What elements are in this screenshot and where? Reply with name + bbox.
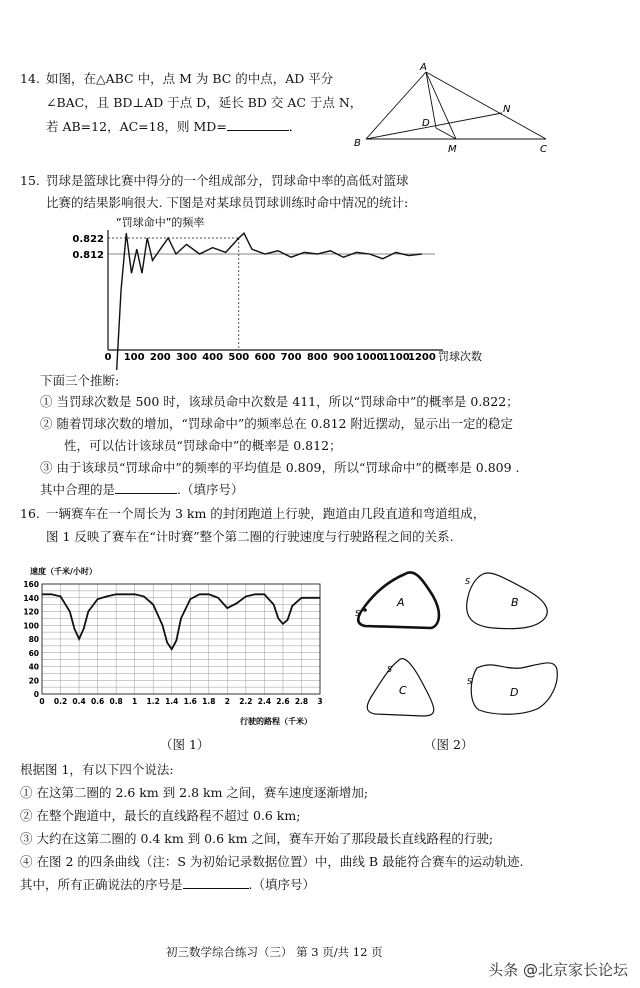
chart1-x-tick: 1200 <box>407 352 436 363</box>
chart2-x-tick: 2.4 <box>257 697 272 706</box>
shape-label-B: B <box>511 596 519 609</box>
chart2-x-tick: 1.2 <box>146 697 160 706</box>
chart1-x-tick: 900 <box>333 352 354 363</box>
chart1-x-tick: 800 <box>306 352 328 363</box>
q16-line1: 一辆赛车在一个周长为 3 km 的封闭跑道上行驶，跑道由几段直道和弯道组成， <box>46 506 486 521</box>
chart2-x-tick: 0.4 <box>72 697 86 706</box>
chart1-x-tick: 0 <box>104 352 112 363</box>
shape-label-D: D <box>510 686 519 699</box>
q14-number: 14. <box>20 71 40 86</box>
q14-line3 <box>46 118 301 135</box>
q15-item2a: ② 随着罚球次数的增加，“罚球命中”的频率总在 0.812 附近摆动，显示出一定的稳定 <box>40 416 513 431</box>
chart1-title: “罚球命中”的频率 <box>116 216 205 229</box>
chart1-x-tick: 200 <box>149 352 171 363</box>
q16-item4: ④ 在图 2 的四条曲线（注：S 为初始记录数据位置）中，曲线 B 最能符合赛车的运动轨迹. <box>20 854 524 869</box>
q16-item2: ② 在整个跑道中，最长的直线路程不超过 0.6 km; <box>20 808 301 823</box>
q15-answer-text: 其中合理的是 <box>40 482 116 497</box>
q15-answer-line <box>40 481 244 498</box>
q15-answer-blank[interactable] <box>115 481 177 494</box>
shape-label-C: C <box>399 684 407 697</box>
q14-answer-blank[interactable] <box>227 118 289 131</box>
watermark: 头条 @北京家长论坛 <box>488 961 628 979</box>
q16-number: 16. <box>20 506 40 521</box>
chart1-x-tick: 600 <box>254 352 276 363</box>
chart2-y-tick: 0 <box>33 690 39 699</box>
chart1-y-tick: 0.822 <box>72 234 104 245</box>
label-D: D <box>422 118 430 129</box>
chart2-x-tick: 1 <box>132 697 138 706</box>
s-label-A: S <box>355 609 361 618</box>
track-shapes-figure <box>345 560 575 730</box>
q14-line3-end: ． <box>288 119 302 134</box>
chart2-x-tick: 0.6 <box>90 697 105 706</box>
chart2-series-line <box>42 594 320 649</box>
q14-line2: ∠BAC，且 BD⊥AD 于点 D，延长 BD 交 AC 于点 N， <box>46 95 363 110</box>
label-M: M <box>448 144 457 155</box>
q15-intro: 下面三个推断: <box>40 373 120 388</box>
chart2-x-tick: 1.8 <box>202 697 216 706</box>
free-throw-frequency-chart <box>60 210 500 370</box>
track-shape-B <box>467 573 548 629</box>
chart2-x-tick: 2.8 <box>294 697 309 706</box>
q16-answer-end: .（填序号） <box>248 877 315 892</box>
q16-intro: 根据图 1，有以下四个说法: <box>20 762 174 777</box>
q15-answer-end: .（填序号） <box>177 482 244 497</box>
chart1-x-tick: 500 <box>228 352 250 363</box>
chart1-x-tick: 400 <box>202 352 224 363</box>
chart1-x-tick: 300 <box>176 352 197 363</box>
chart2-y-tick: 40 <box>28 662 39 672</box>
chart1-x-tick: 1000 <box>355 352 384 363</box>
label-N: N <box>503 104 511 115</box>
chart2-x-tick: 2 <box>224 697 230 706</box>
chart2-ylabel: 速度（千米/小时） <box>30 567 97 576</box>
label-B: B <box>354 138 361 149</box>
q16-answer-text: 其中，所有正确说法的序号是 <box>20 877 183 892</box>
chart1-x-tick: 100 <box>123 352 145 363</box>
chart2-x-tick: 2.2 <box>239 697 253 706</box>
chart2-y-tick: 20 <box>28 676 39 686</box>
q14-line1: 如图，在△ABC 中，点 M 为 BC 的中点，AD 平分 <box>46 71 334 86</box>
chart2-x-tick: 1.4 <box>165 697 179 706</box>
chart1-x-tick: 700 <box>280 352 302 363</box>
fig1-caption: （图 1） <box>160 737 210 752</box>
chart2-x-tick: 0.2 <box>53 697 68 706</box>
chart2-x-tick: 1.6 <box>183 697 197 706</box>
s-label-C: S <box>387 665 393 674</box>
q15-item1: ① 当罚球次数是 500 时，该球员命中次数是 411，所以“罚球命中”的概率是 0.822； <box>40 394 519 409</box>
q15-item2b: 性，可以估计该球员“罚球命中”的概率是 0.812； <box>64 438 342 453</box>
fig2-caption: （图 2） <box>424 737 474 752</box>
chart2-x-tick: 0.8 <box>109 697 123 706</box>
q16-item3: ③ 大约在这第二圈的 0.4 km 到 0.6 km 之间，赛车开始了那段最长直线路程的行驶; <box>20 831 494 846</box>
chart2-x-tick: 3 <box>317 697 323 706</box>
chart2-y-tick: 80 <box>28 635 39 644</box>
speed-distance-chart <box>14 562 332 730</box>
chart2-x-tick: 0 <box>39 697 45 706</box>
s-label-B: S <box>465 577 471 586</box>
chart2-y-tick: 140 <box>23 593 39 603</box>
chart1-xlabel: 罚球次数 <box>438 350 482 363</box>
chart2-y-tick: 60 <box>28 648 39 658</box>
label-A: A <box>420 62 427 73</box>
q15-line2: 比赛的结果影响很大. 下图是对某球员罚球训练时命中情况的统计: <box>46 195 409 210</box>
shape-label-A: A <box>397 596 405 609</box>
q16-line2: 图 1 反映了赛车在“计时赛”整个第二圈的行驶速度与行驶路程之间的关系. <box>46 529 454 544</box>
label-C: C <box>540 144 547 155</box>
q15-line1: 罚球是篮球比赛中得分的一个组成部分，罚球命中率的高低对篮球 <box>46 173 409 188</box>
start-point-A <box>363 608 367 612</box>
q16-answer-line <box>20 876 315 893</box>
q14-triangle-figure <box>350 60 560 155</box>
page-footer: 初三数学综合练习（三） 第 3 页/共 12 页 <box>166 945 383 959</box>
q15-item3: ③ 由于该球员“罚球命中”的频率的平均值是 0.809，所以“罚球命中”的概率是 0.809 . <box>40 460 520 475</box>
s-label-D: S <box>467 677 473 686</box>
chart1-y-tick: 0.812 <box>72 250 104 261</box>
q16-item1: ① 在这第二圈的 2.6 km 到 2.8 km 之间，赛车速度逐渐增加; <box>20 785 369 800</box>
q16-answer-blank[interactable] <box>183 876 249 889</box>
chart1-x-tick: 1100 <box>381 352 410 363</box>
chart2-x-tick: 2.6 <box>276 697 290 706</box>
chart2-xlabel: 行驶的路程（千米） <box>240 717 312 726</box>
chart2-y-tick: 120 <box>23 607 39 617</box>
chart2-y-tick: 100 <box>23 621 39 631</box>
q14-line3-text: 若 AB=12，AC=18，则 MD= <box>46 119 227 134</box>
q15-number: 15. <box>20 173 40 188</box>
chart2-y-tick: 160 <box>23 580 39 589</box>
